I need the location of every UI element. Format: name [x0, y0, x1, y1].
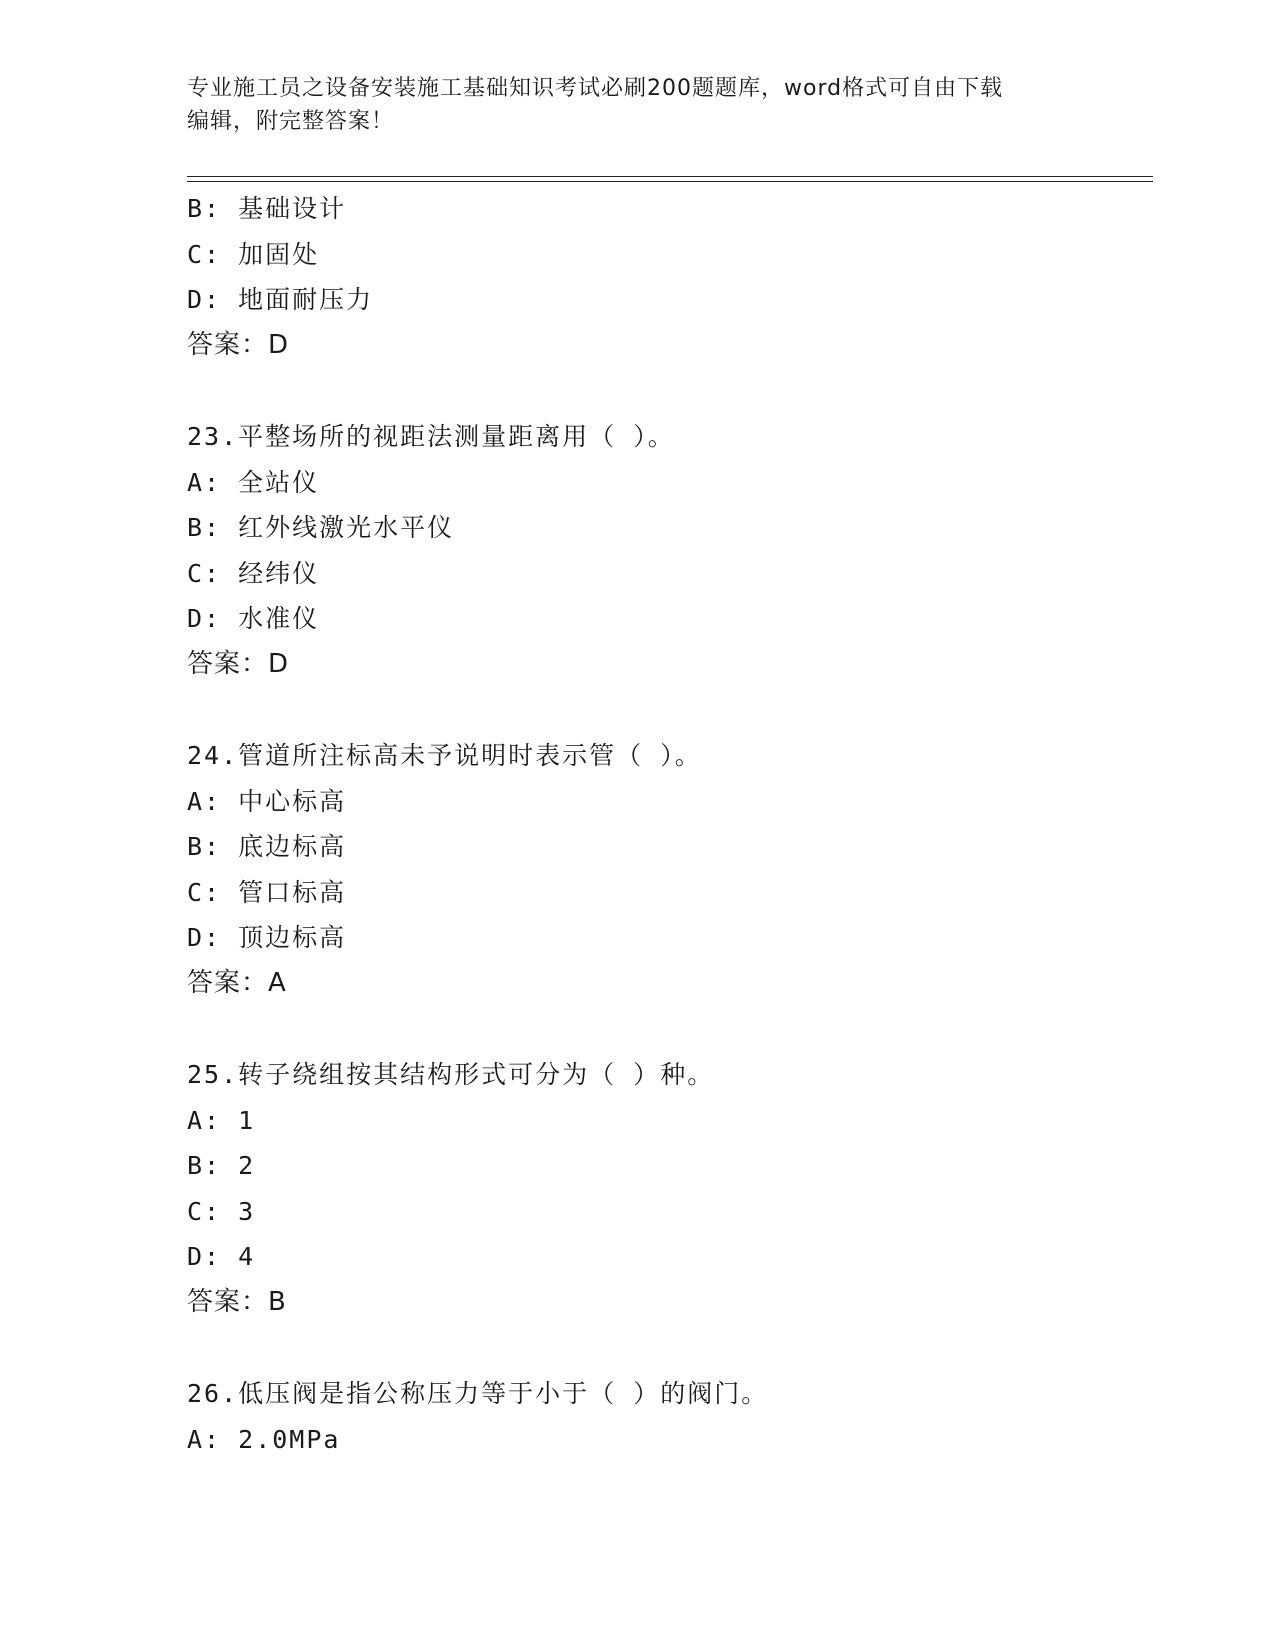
question-25 — [187, 1052, 1147, 1325]
option: D: 顶边标高 — [187, 923, 347, 952]
option: A: 2.0MPa — [187, 1424, 341, 1454]
question-26 — [187, 1371, 1147, 1462]
answer: 答案：D — [187, 329, 290, 360]
question-stem: 26.低压阀是指公称压力等于小于（ ）的阀门。 — [187, 1379, 769, 1408]
option: C: 3 — [187, 1196, 256, 1226]
document-header — [187, 72, 1067, 138]
answer: 答案：B — [187, 1286, 287, 1317]
header-divider-top — [187, 176, 1153, 177]
option: D: 水准仪 — [187, 604, 320, 633]
header-line-2: 编辑，附完整答案！ — [187, 109, 395, 134]
option: C: 加固处 — [187, 239, 320, 269]
question-23 — [187, 414, 1147, 687]
answer: 答案：A — [187, 967, 287, 998]
spacer — [187, 1325, 1147, 1371]
option: A: 1 — [187, 1105, 256, 1135]
header-divider-bottom — [187, 181, 1153, 182]
question-list — [187, 186, 1147, 1462]
partial-question — [187, 186, 1147, 368]
question-stem: 23.平整场所的视距法测量距离用（ ）。 — [187, 422, 675, 451]
question-stem: 24.管道所注标高未予说明时表示管（ ）。 — [187, 741, 702, 770]
spacer — [187, 687, 1147, 733]
option: A: 全站仪 — [187, 467, 320, 497]
option: C: 管口标高 — [187, 877, 347, 907]
option: C: 经纬仪 — [187, 558, 320, 588]
header-line-1: 专业施工员之设备安装施工基础知识考试必刷200题题库，word格式可自由下载 — [187, 76, 1004, 101]
question-24 — [187, 733, 1147, 1006]
option: B: 底边标高 — [187, 832, 347, 861]
spacer — [187, 368, 1147, 414]
option: A: 中心标高 — [187, 786, 347, 816]
option: D: 地面耐压力 — [187, 285, 374, 314]
option: B: 红外线激光水平仪 — [187, 513, 455, 542]
option: B: 基础设计 — [187, 194, 347, 223]
option: D: 4 — [187, 1242, 256, 1271]
answer: 答案：D — [187, 648, 290, 679]
option: B: 2 — [187, 1151, 256, 1180]
question-stem: 25.转子绕组按其结构形式可分为（ ）种。 — [187, 1060, 715, 1089]
spacer — [187, 1006, 1147, 1052]
